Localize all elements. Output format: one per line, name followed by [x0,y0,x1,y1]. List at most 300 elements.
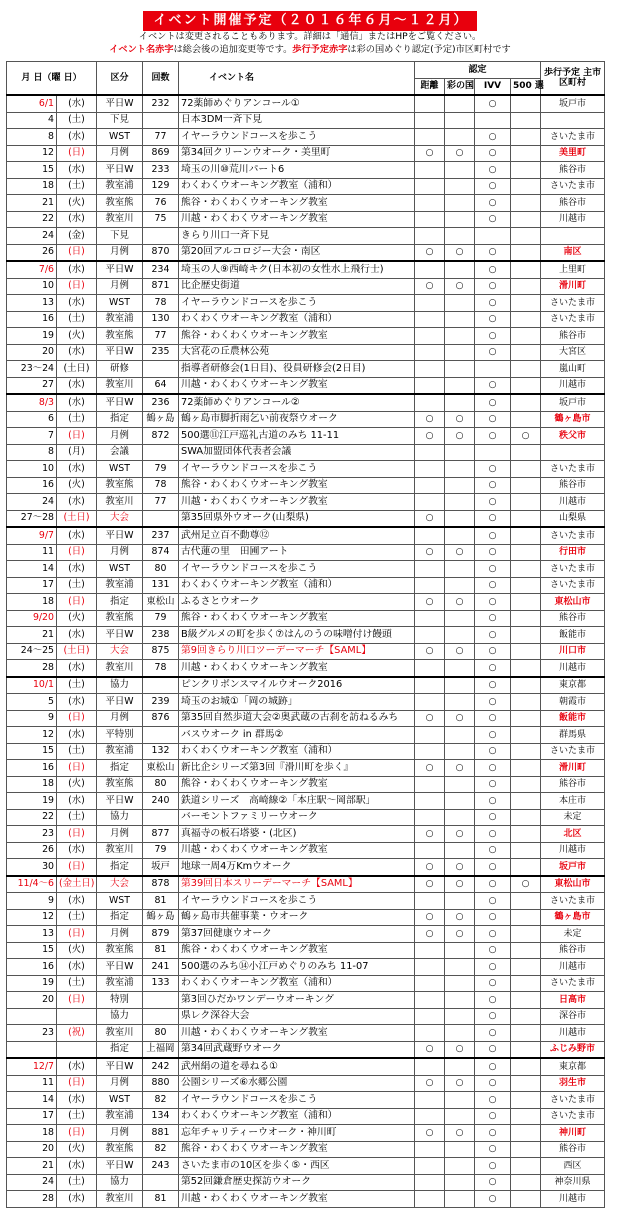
cell-date: 19 [7,975,57,992]
col-kubun: 区分 [97,62,143,96]
cell-place: 坂戸市 [541,859,605,876]
cell-ivv: ○ [475,909,511,926]
cell-event: ふるさとウオーク [179,594,415,611]
cell-event: 72薬師めぐりアンコール② [179,394,415,411]
cell-event: 川越・わくわくウオーキング教室 [179,1191,415,1208]
cell-weekday: (日) [57,859,97,876]
cell-500 [511,228,541,245]
cell-500 [511,610,541,627]
cell-count: 東松山 [143,594,179,611]
cell-kubun: 平日W [97,261,143,278]
cell-date: 27 [7,377,57,394]
cell-event: 埼玉の川⑩荒川パート6 [179,162,415,179]
cell-count: 876 [143,710,179,727]
cell-event: B級グルメの町を歩く⑦はんのうの味噌付け饅頭 [179,627,415,644]
cell-date: 15 [7,162,57,179]
cell-place: 東京都 [541,677,605,694]
cell-count [143,444,179,461]
cell-weekday: (水) [57,162,97,179]
cell-kyori [415,743,445,760]
cell-sainokuni [445,1025,475,1042]
cell-date: 18 [7,1125,57,1142]
cell-ivv: ○ [475,145,511,162]
cell-ivv: ○ [475,1141,511,1158]
cell-kubun: 平日W [97,627,143,644]
cell-place [541,228,605,245]
cell-event: 川越・わくわくウオーキング教室 [179,842,415,859]
cell-kyori [415,842,445,859]
cell-kyori: ○ [415,278,445,295]
table-row [7,112,605,129]
cell-count: 77 [143,328,179,345]
cell-event: 川越・わくわくウオーキング教室 [179,377,415,394]
header-row-1 [7,62,605,79]
cell-kubun: 指定 [97,909,143,926]
cell-date: 24～25 [7,643,57,660]
cell-ivv: ○ [475,876,511,893]
cell-kubun: 平日W [97,793,143,810]
cell-date: 9/7 [7,527,57,544]
col-500: 500 選 [511,78,541,95]
cell-weekday: (水) [57,1158,97,1175]
cell-kubun: 協力 [97,1174,143,1191]
cell-count: 80 [143,561,179,578]
table-row [7,244,605,261]
schedule-body [7,95,605,1207]
cell-count [143,677,179,694]
table-row [7,643,605,660]
cell-event: 熊谷・わくわくウオーキング教室 [179,776,415,793]
cell-sainokuni: ○ [445,1041,475,1058]
cell-ivv: ○ [475,793,511,810]
cell-count: 233 [143,162,179,179]
cell-kyori [415,328,445,345]
cell-sainokuni: ○ [445,544,475,561]
cell-kyori [415,561,445,578]
cell-count: 241 [143,959,179,976]
cell-event: 日本3DM一斉下見 [179,112,415,129]
cell-place: 熊谷市 [541,195,605,212]
table-row [7,561,605,578]
cell-500 [511,760,541,777]
cell-event: 古代蓮の里 田圃アート [179,544,415,561]
cell-weekday: (土) [57,743,97,760]
cell-sainokuni [445,527,475,544]
cell-weekday: (日) [57,710,97,727]
cell-date: 17 [7,577,57,594]
cell-count: 79 [143,461,179,478]
table-row [7,627,605,644]
cell-weekday: (土) [57,577,97,594]
cell-kyori [415,627,445,644]
cell-kyori [415,1008,445,1025]
cell-count: 237 [143,527,179,544]
cell-sainokuni [445,577,475,594]
cell-kyori: ○ [415,244,445,261]
cell-500 [511,909,541,926]
notice-red-event: イベント名赤字 [109,44,174,55]
cell-place: 川越市 [541,842,605,859]
cell-500 [511,776,541,793]
cell-event: 第9回きらり川口ツーデーマーチ【SAML】 [179,643,415,660]
cell-ivv: ○ [475,1174,511,1191]
cell-event: 埼玉のお城①「岡の城跡」 [179,694,415,711]
cell-event: ピンクリボンスマイルウオーク2016 [179,677,415,694]
cell-kyori: ○ [415,760,445,777]
cell-count: 78 [143,477,179,494]
cell-count: 869 [143,145,179,162]
cell-event: さいたま市の10区を歩く⑤・西区 [179,1158,415,1175]
cell-kubun: 協力 [97,677,143,694]
cell-weekday: (水) [57,561,97,578]
cell-kubun: 月例 [97,278,143,295]
cell-ivv: ○ [475,1008,511,1025]
cell-kyori [415,361,445,378]
cell-ivv: ○ [475,842,511,859]
cell-kubun: 教室熊 [97,1141,143,1158]
cell-weekday: (日) [57,145,97,162]
cell-ivv: ○ [475,577,511,594]
cell-ivv: ○ [475,727,511,744]
cell-date: 5 [7,694,57,711]
col-date: 月 日（曜 日） [7,62,97,96]
cell-date: 7/6 [7,261,57,278]
cell-event: 川越・わくわくウオーキング教室 [179,660,415,677]
cell-weekday: (火) [57,776,97,793]
cell-date: 12 [7,909,57,926]
table-row [7,1008,605,1025]
cell-ivv: ○ [475,809,511,826]
cell-weekday [57,1008,97,1025]
cell-place: さいたま市 [541,1108,605,1125]
cell-count: 870 [143,244,179,261]
cell-kyori [415,1141,445,1158]
cell-event: 熊谷・わくわくウオーキング教室 [179,477,415,494]
cell-500: ○ [511,876,541,893]
cell-date: 12 [7,727,57,744]
cell-500 [511,793,541,810]
table-row [7,328,605,345]
cell-count: 82 [143,1092,179,1109]
cell-kubun: 平日W [97,959,143,976]
cell-kyori [415,344,445,361]
cell-sainokuni [445,1092,475,1109]
cell-event: 真福寺の板石塔婆・(北区) [179,826,415,843]
cell-place: 川越市 [541,660,605,677]
cell-kyori [415,195,445,212]
cell-place: 西区 [541,1158,605,1175]
cell-kyori [415,1158,445,1175]
cell-count: 64 [143,377,179,394]
cell-kubun: 教室川 [97,1025,143,1042]
cell-500 [511,295,541,312]
cell-500 [511,394,541,411]
table-row [7,1125,605,1142]
cell-sainokuni [445,295,475,312]
cell-count: 879 [143,926,179,943]
cell-kyori: ○ [415,544,445,561]
cell-event: SWA加盟団体代表者会議 [179,444,415,461]
cell-date: 23～24 [7,361,57,378]
cell-kubun: 教室熊 [97,477,143,494]
cell-date: 14 [7,561,57,578]
cell-event: わくわくウオーキング教室（浦和） [179,178,415,195]
cell-count [143,992,179,1009]
cell-ivv: ○ [475,328,511,345]
cell-kubun: 指定 [97,594,143,611]
cell-500 [511,727,541,744]
cell-sainokuni: ○ [445,1075,475,1092]
cell-500 [511,959,541,976]
cell-weekday: (水) [57,627,97,644]
table-row [7,1108,605,1125]
cell-500 [511,743,541,760]
cell-place: さいたま市 [541,577,605,594]
cell-date: 24 [7,1174,57,1191]
table-row [7,1025,605,1042]
cell-event: わくわくウオーキング教室（浦和） [179,577,415,594]
cell-date: 30 [7,859,57,876]
table-row [7,727,605,744]
table-row [7,809,605,826]
cell-weekday: (日) [57,278,97,295]
cell-place: さいたま市 [541,561,605,578]
table-row [7,909,605,926]
cell-ivv: ○ [475,660,511,677]
table-row [7,776,605,793]
cell-kyori [415,1092,445,1109]
cell-ivv: ○ [475,344,511,361]
cell-date: 11 [7,544,57,561]
table-row [7,975,605,992]
table-row [7,394,605,411]
cell-count: 鶴ヶ島 [143,909,179,926]
cell-place: さいたま市 [541,295,605,312]
cell-event: 第39回日本スリーデーマーチ【SAML】 [179,876,415,893]
table-row [7,195,605,212]
cell-kubun: 教室川 [97,494,143,511]
cell-ivv: ○ [475,195,511,212]
cell-ivv: ○ [475,461,511,478]
cell-kyori: ○ [415,1125,445,1142]
cell-date: 7 [7,428,57,445]
cell-weekday: (水) [57,959,97,976]
cell-sainokuni: ○ [445,760,475,777]
cell-date: 23 [7,1025,57,1042]
cell-weekday: (日) [57,428,97,445]
cell-weekday: (水) [57,295,97,312]
cell-count: 242 [143,1058,179,1075]
cell-kyori [415,694,445,711]
cell-event: 熊谷・わくわくウオーキング教室 [179,328,415,345]
cell-kyori: ○ [415,145,445,162]
cell-ivv: ○ [475,477,511,494]
table-row [7,826,605,843]
cell-500 [511,527,541,544]
cell-count: 76 [143,195,179,212]
cell-500 [511,1008,541,1025]
cell-sainokuni: ○ [445,411,475,428]
table-row [7,361,605,378]
cell-weekday: (水) [57,261,97,278]
cell-kyori [415,959,445,976]
cell-ivv: ○ [475,760,511,777]
cell-ivv: ○ [475,211,511,228]
cell-weekday: (日) [57,1075,97,1092]
cell-weekday: (火) [57,195,97,212]
cell-weekday: (火) [57,1141,97,1158]
cell-kyori: ○ [415,643,445,660]
cell-place: 朝霞市 [541,694,605,711]
cell-500 [511,95,541,112]
cell-place: 滑川町 [541,278,605,295]
cell-count [143,1174,179,1191]
cell-sainokuni [445,743,475,760]
cell-date: 14 [7,1092,57,1109]
cell-500 [511,477,541,494]
cell-count: 鶴ヶ島 [143,411,179,428]
cell-ivv: ○ [475,992,511,1009]
cell-kubun: 大会 [97,510,143,527]
table-row [7,1141,605,1158]
cell-count: 878 [143,876,179,893]
cell-place: 熊谷市 [541,328,605,345]
table-row [7,660,605,677]
cell-date: 17 [7,1108,57,1125]
cell-date: 28 [7,660,57,677]
cell-ivv: ○ [475,1092,511,1109]
table-row [7,842,605,859]
cell-weekday: (水) [57,694,97,711]
cell-sainokuni [445,211,475,228]
cell-kubun: 教室浦 [97,178,143,195]
table-row [7,859,605,876]
cell-place: 川越市 [541,494,605,511]
cell-ivv: ○ [475,893,511,910]
cell-kubun: 平日W [97,95,143,112]
cell-count: 坂戸 [143,859,179,876]
cell-500 [511,677,541,694]
cell-sainokuni [445,1108,475,1125]
cell-ivv: ○ [475,926,511,943]
cell-weekday: (日) [57,594,97,611]
cell-date: 28 [7,1191,57,1208]
cell-ivv: ○ [475,428,511,445]
table-row [7,95,605,112]
cell-place: 川口市 [541,643,605,660]
cell-500 [511,510,541,527]
cell-count: 82 [143,1141,179,1158]
cell-place: さいたま市 [541,1092,605,1109]
cell-date: 27～28 [7,510,57,527]
cell-date: 10/1 [7,677,57,694]
cell-ivv: ○ [475,1058,511,1075]
table-row [7,278,605,295]
table-row [7,162,605,179]
cell-kyori [415,1191,445,1208]
cell-weekday: (水) [57,394,97,411]
cell-date: 13 [7,295,57,312]
cell-500 [511,942,541,959]
cell-event: イヤーラウンドコースを歩こう [179,129,415,146]
cell-weekday: (祝) [57,1025,97,1042]
cell-kubun: 研修 [97,361,143,378]
cell-date: 6/1 [7,95,57,112]
cell-place: 未定 [541,926,605,943]
cell-place: 坂戸市 [541,95,605,112]
cell-kyori [415,992,445,1009]
cell-sainokuni: ○ [445,926,475,943]
cell-kubun: WST [97,1092,143,1109]
cell-weekday: (水) [57,377,97,394]
cell-event: 新比企シリーズ第3回『滑川町を歩く』 [179,760,415,777]
cell-kyori: ○ [415,876,445,893]
cell-place: さいたま市 [541,893,605,910]
cell-count [143,1008,179,1025]
cell-kyori: ○ [415,710,445,727]
cell-weekday: (水) [57,660,97,677]
cell-event: 県レク深谷大会 [179,1008,415,1025]
cell-count: 240 [143,793,179,810]
cell-date: 13 [7,926,57,943]
table-row [7,461,605,478]
cell-ivv: ○ [475,527,511,544]
cell-sainokuni [445,809,475,826]
cell-sainokuni [445,477,475,494]
table-row [7,494,605,511]
cell-kubun: 月例 [97,710,143,727]
cell-ivv [475,228,511,245]
cell-kyori: ○ [415,411,445,428]
cell-date: 26 [7,244,57,261]
cell-event: 地球一周4万Kmウオーク [179,859,415,876]
cell-kyori [415,577,445,594]
cell-ivv: ○ [475,975,511,992]
cell-count: 78 [143,295,179,312]
cell-kyori [415,610,445,627]
table-row [7,510,605,527]
page-title: イベント開催予定（２０１６年６月～１２月） [143,11,476,31]
cell-kyori [415,295,445,312]
cell-500 [511,129,541,146]
cell-place [541,112,605,129]
cell-kyori [415,677,445,694]
cell-500 [511,1191,541,1208]
cell-sainokuni: ○ [445,859,475,876]
cell-weekday: (日) [57,544,97,561]
cell-place: 山梨県 [541,510,605,527]
cell-kubun: 指定 [97,1041,143,1058]
cell-kyori: ○ [415,1041,445,1058]
cell-500 [511,1092,541,1109]
cell-place: 飯能市 [541,710,605,727]
cell-kyori [415,112,445,129]
table-row [7,1041,605,1058]
cell-date: 21 [7,1158,57,1175]
cell-500 [511,660,541,677]
cell-kyori [415,95,445,112]
cell-date: 10 [7,461,57,478]
cell-place: 熊谷市 [541,477,605,494]
cell-sainokuni [445,610,475,627]
cell-500 [511,1125,541,1142]
cell-date: 22 [7,211,57,228]
cell-event: 500選⑪江戸巡礼古道のみち 11-11 [179,428,415,445]
cell-sainokuni [445,95,475,112]
cell-count: 871 [143,278,179,295]
cell-kubun: WST [97,893,143,910]
cell-weekday: (水) [57,494,97,511]
